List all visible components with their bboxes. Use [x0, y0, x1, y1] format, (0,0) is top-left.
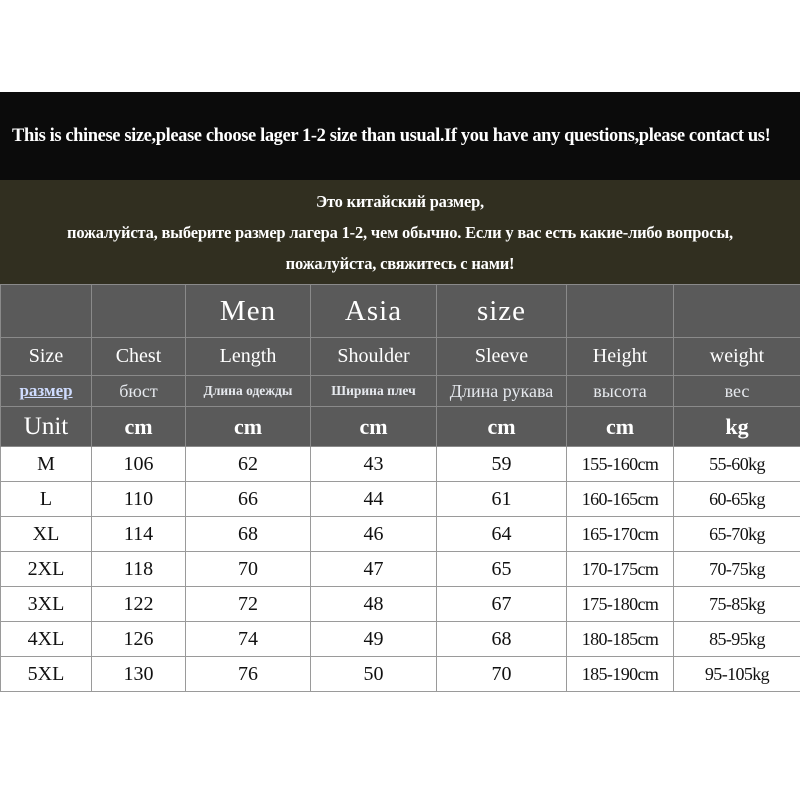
cell-chest: 110	[92, 482, 186, 517]
table-row	[1, 517, 800, 552]
cell-weight: 60-65kg	[674, 482, 800, 517]
cell-weight: 65-70kg	[674, 517, 800, 552]
cell-sleeve: 67	[437, 587, 567, 622]
table-row	[1, 622, 800, 657]
cell-shoulder: 49	[311, 622, 437, 657]
header-ru-size: размер	[1, 376, 92, 407]
unit-chest: cm	[92, 407, 186, 447]
cell-size: M	[1, 447, 92, 482]
russian-notice-line-3: пожалуйста, свяжитесь с нами!	[285, 253, 515, 273]
cell-chest: 130	[92, 657, 186, 692]
title-cell-empty	[567, 285, 674, 338]
cell-sleeve: 64	[437, 517, 567, 552]
size-chart-table	[0, 284, 800, 692]
header-row-english	[1, 338, 800, 376]
table-row	[1, 587, 800, 622]
table-row	[1, 552, 800, 587]
cell-shoulder: 44	[311, 482, 437, 517]
cell-height: 185-190cm	[567, 657, 674, 692]
english-notice-banner	[0, 92, 800, 180]
cell-chest: 114	[92, 517, 186, 552]
cell-size: 2XL	[1, 552, 92, 587]
cell-size: 3XL	[1, 587, 92, 622]
header-shoulder: Shoulder	[311, 338, 437, 376]
title-row	[1, 285, 800, 338]
cell-length: 70	[186, 552, 311, 587]
cell-weight: 75-85kg	[674, 587, 800, 622]
title-cell-empty	[1, 285, 92, 338]
unit-shoulder: cm	[311, 407, 437, 447]
title-word-size: size	[437, 285, 567, 338]
cell-sleeve: 59	[437, 447, 567, 482]
cell-chest: 106	[92, 447, 186, 482]
cell-weight: 70-75kg	[674, 552, 800, 587]
cell-sleeve: 61	[437, 482, 567, 517]
cell-size: L	[1, 482, 92, 517]
header-ru-sleeve: Длина рукава	[437, 376, 567, 407]
header-ru-weight: вес	[674, 376, 800, 407]
cell-length: 66	[186, 482, 311, 517]
header-height: Height	[567, 338, 674, 376]
header-sleeve: Sleeve	[437, 338, 567, 376]
cell-shoulder: 43	[311, 447, 437, 482]
cell-chest: 122	[92, 587, 186, 622]
cell-height: 155-160cm	[567, 447, 674, 482]
cell-length: 62	[186, 447, 311, 482]
cell-shoulder: 48	[311, 587, 437, 622]
cell-size: XL	[1, 517, 92, 552]
cell-height: 165-170cm	[567, 517, 674, 552]
russian-notice-line-1: Это китайский размер,	[316, 191, 484, 211]
header-length: Length	[186, 338, 311, 376]
cell-length: 68	[186, 517, 311, 552]
cell-chest: 126	[92, 622, 186, 657]
cell-height: 160-165cm	[567, 482, 674, 517]
cell-size: 4XL	[1, 622, 92, 657]
cell-length: 72	[186, 587, 311, 622]
unit-length: cm	[186, 407, 311, 447]
unit-label: Unit	[1, 407, 92, 447]
russian-notice-banner	[0, 180, 800, 284]
unit-sleeve: cm	[437, 407, 567, 447]
header-weight: weight	[674, 338, 800, 376]
cell-sleeve: 65	[437, 552, 567, 587]
header-ru-chest: бюст	[92, 376, 186, 407]
cell-weight: 95-105kg	[674, 657, 800, 692]
header-ru-length: Длина одежды	[186, 376, 311, 407]
unit-row	[1, 407, 800, 447]
header-size: Size	[1, 338, 92, 376]
table-row	[1, 447, 800, 482]
title-cell-empty	[92, 285, 186, 338]
cell-length: 76	[186, 657, 311, 692]
cell-sleeve: 70	[437, 657, 567, 692]
cell-height: 180-185cm	[567, 622, 674, 657]
cell-length: 74	[186, 622, 311, 657]
unit-height: cm	[567, 407, 674, 447]
cell-sleeve: 68	[437, 622, 567, 657]
header-chest: Chest	[92, 338, 186, 376]
cell-size: 5XL	[1, 657, 92, 692]
title-word-men: Men	[186, 285, 311, 338]
cell-shoulder: 46	[311, 517, 437, 552]
cell-height: 175-180cm	[567, 587, 674, 622]
table-row	[1, 657, 800, 692]
title-word-asia: Asia	[311, 285, 437, 338]
english-notice-text: This is chinese size,please choose lager 1-2 size than usual.If you have any questions,please contact us!	[12, 125, 771, 146]
russian-notice-line-2: пожалуйста, выберите размер лагера 1-2, чем обычно. Если у вас есть какие-либо вопросы,	[67, 222, 733, 242]
header-ru-height: высота	[567, 376, 674, 407]
cell-shoulder: 47	[311, 552, 437, 587]
cell-chest: 118	[92, 552, 186, 587]
cell-shoulder: 50	[311, 657, 437, 692]
table-row	[1, 482, 800, 517]
cell-weight: 55-60kg	[674, 447, 800, 482]
cell-height: 170-175cm	[567, 552, 674, 587]
cell-weight: 85-95kg	[674, 622, 800, 657]
title-cell-empty	[674, 285, 800, 338]
unit-weight: kg	[674, 407, 800, 447]
header-row-russian	[1, 376, 800, 407]
header-ru-shoulder: Ширина плеч	[311, 376, 437, 407]
